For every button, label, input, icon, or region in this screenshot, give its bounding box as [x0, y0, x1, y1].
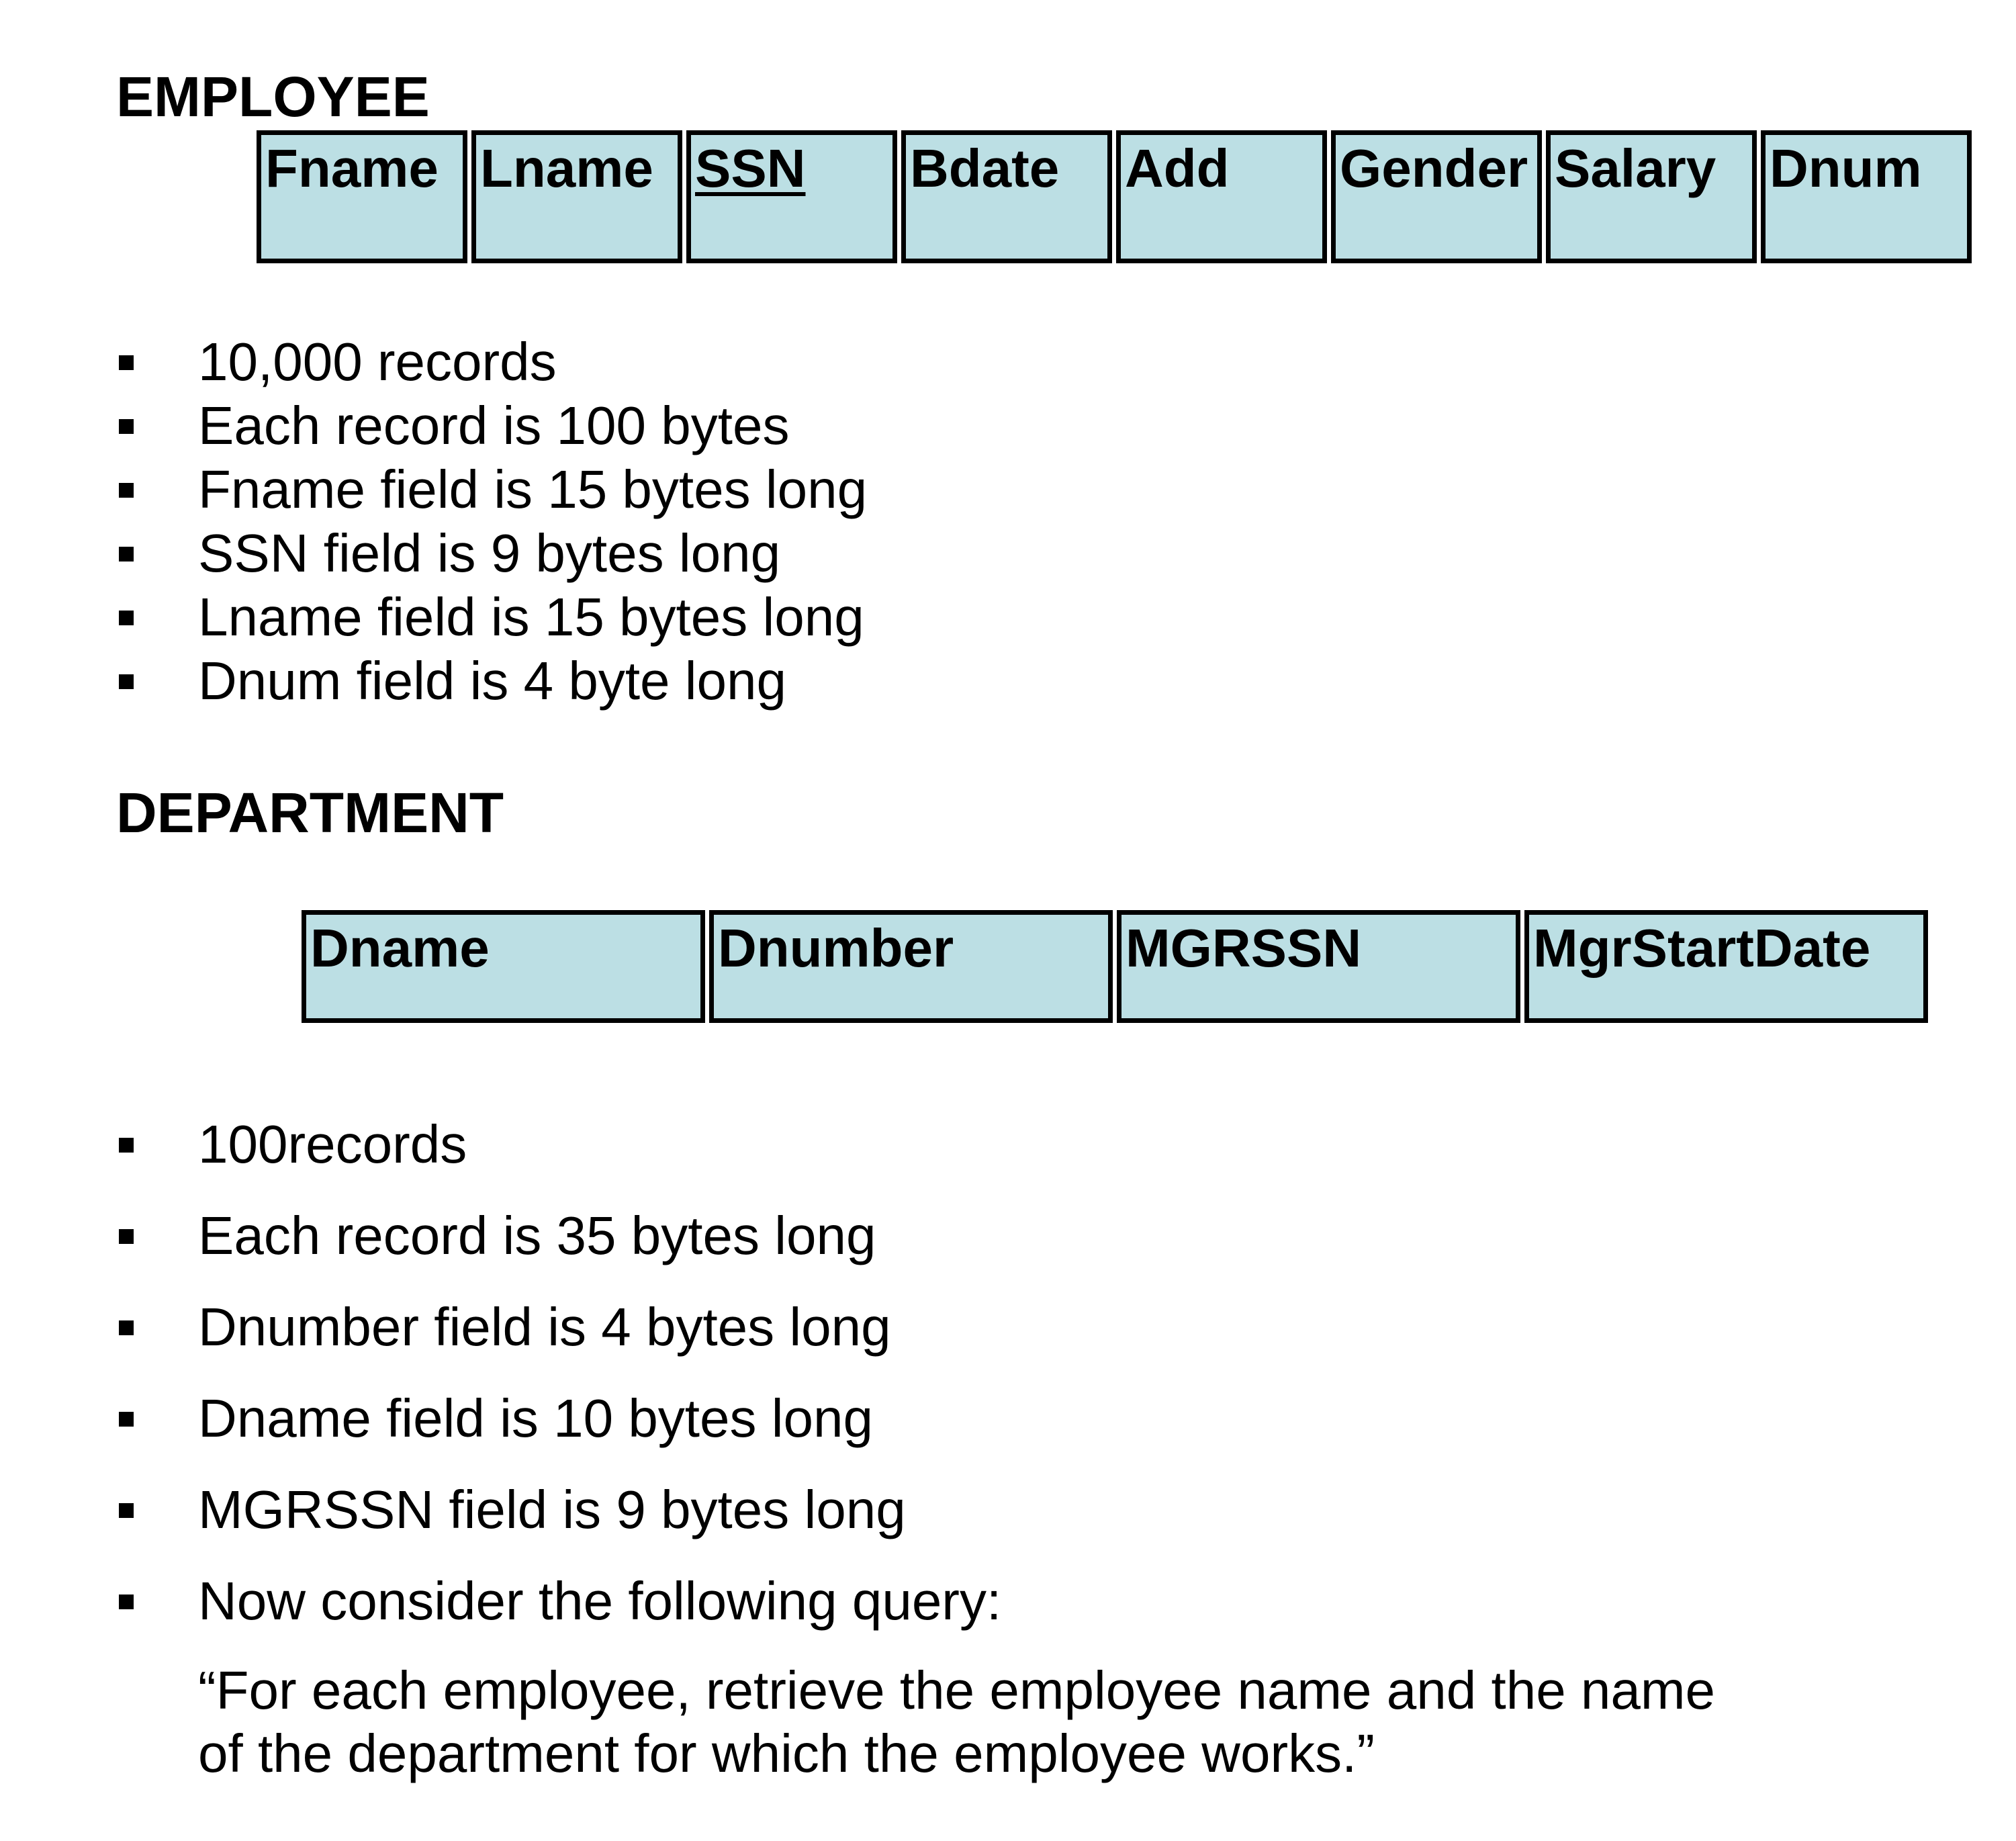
fact-text: Dnumber field is 4 bytes long: [198, 1297, 891, 1357]
list-item: [116, 585, 867, 649]
square-bullet-icon: [119, 1138, 134, 1153]
employee-field-add: Add: [1116, 130, 1327, 263]
list-item: [116, 1298, 1001, 1389]
query-line-1: “For each employee, retrieve the employee name and the name: [198, 1660, 1716, 1720]
list-item: [116, 521, 867, 585]
employee-field-dnum: Dnum: [1761, 130, 1972, 263]
department-field-dnumber: Dnumber: [709, 910, 1113, 1023]
fact-text: 100records: [198, 1114, 467, 1174]
fact-text: Now consider the following query:: [198, 1571, 1002, 1631]
employee-field-lname: Lname: [471, 130, 682, 263]
square-bullet-icon: [119, 1412, 134, 1427]
department-field-dname: Dname: [302, 910, 705, 1023]
fact-text: Dnum field is 4 byte long: [198, 651, 787, 711]
list-item: [116, 649, 867, 713]
list-item: [116, 1206, 1001, 1298]
list-item: [116, 1389, 1001, 1480]
fact-text: Lname field is 15 bytes long: [198, 587, 864, 647]
department-table-title: DEPARTMENT: [116, 781, 504, 844]
employee-table-title: EMPLOYEE: [116, 65, 430, 128]
square-bullet-icon: [119, 1595, 134, 1609]
employee-schema: [257, 130, 1974, 263]
list-item: [116, 330, 867, 394]
square-bullet-icon: [119, 419, 134, 434]
fact-text: Each record is 100 bytes: [198, 396, 790, 455]
square-bullet-icon: [119, 547, 134, 562]
fact-text: SSN field is 9 bytes long: [198, 523, 781, 583]
square-bullet-icon: [119, 1503, 134, 1518]
employee-facts-list: [116, 330, 867, 713]
square-bullet-icon: [119, 611, 134, 625]
department-facts-list: [116, 1115, 1001, 1663]
fact-text: Each record is 35 bytes long: [198, 1206, 876, 1265]
list-item: [116, 1480, 1001, 1572]
department-field-mgrssn: MGRSSN: [1117, 910, 1520, 1023]
employee-field-ssn-key: SSN: [686, 130, 897, 263]
fact-text: MGRSSN field is 9 bytes long: [198, 1480, 906, 1539]
fact-text: 10,000 records: [198, 332, 557, 392]
fact-text: Fname field is 15 bytes long: [198, 459, 868, 519]
square-bullet-icon: [119, 1320, 134, 1335]
employee-field-bdate: Bdate: [901, 130, 1112, 263]
list-item: [116, 394, 867, 457]
square-bullet-icon: [119, 483, 134, 498]
square-bullet-icon: [119, 1229, 134, 1244]
square-bullet-icon: [119, 674, 134, 689]
employee-field-gender: Gender: [1331, 130, 1542, 263]
square-bullet-icon: [119, 355, 134, 370]
employee-field-fname: Fname: [257, 130, 467, 263]
department-schema: [302, 910, 1928, 1023]
department-field-mgrstartdate: MgrStartDate: [1524, 910, 1928, 1023]
query-statement: [198, 1659, 1715, 1785]
query-line-2: of the department for which the employee works.”: [198, 1723, 1375, 1783]
fact-text: Dname field is 10 bytes long: [198, 1388, 873, 1448]
list-item: [116, 1115, 1001, 1206]
list-item: [116, 457, 867, 521]
list-item: [116, 1572, 1001, 1663]
employee-field-salary: Salary: [1546, 130, 1757, 263]
